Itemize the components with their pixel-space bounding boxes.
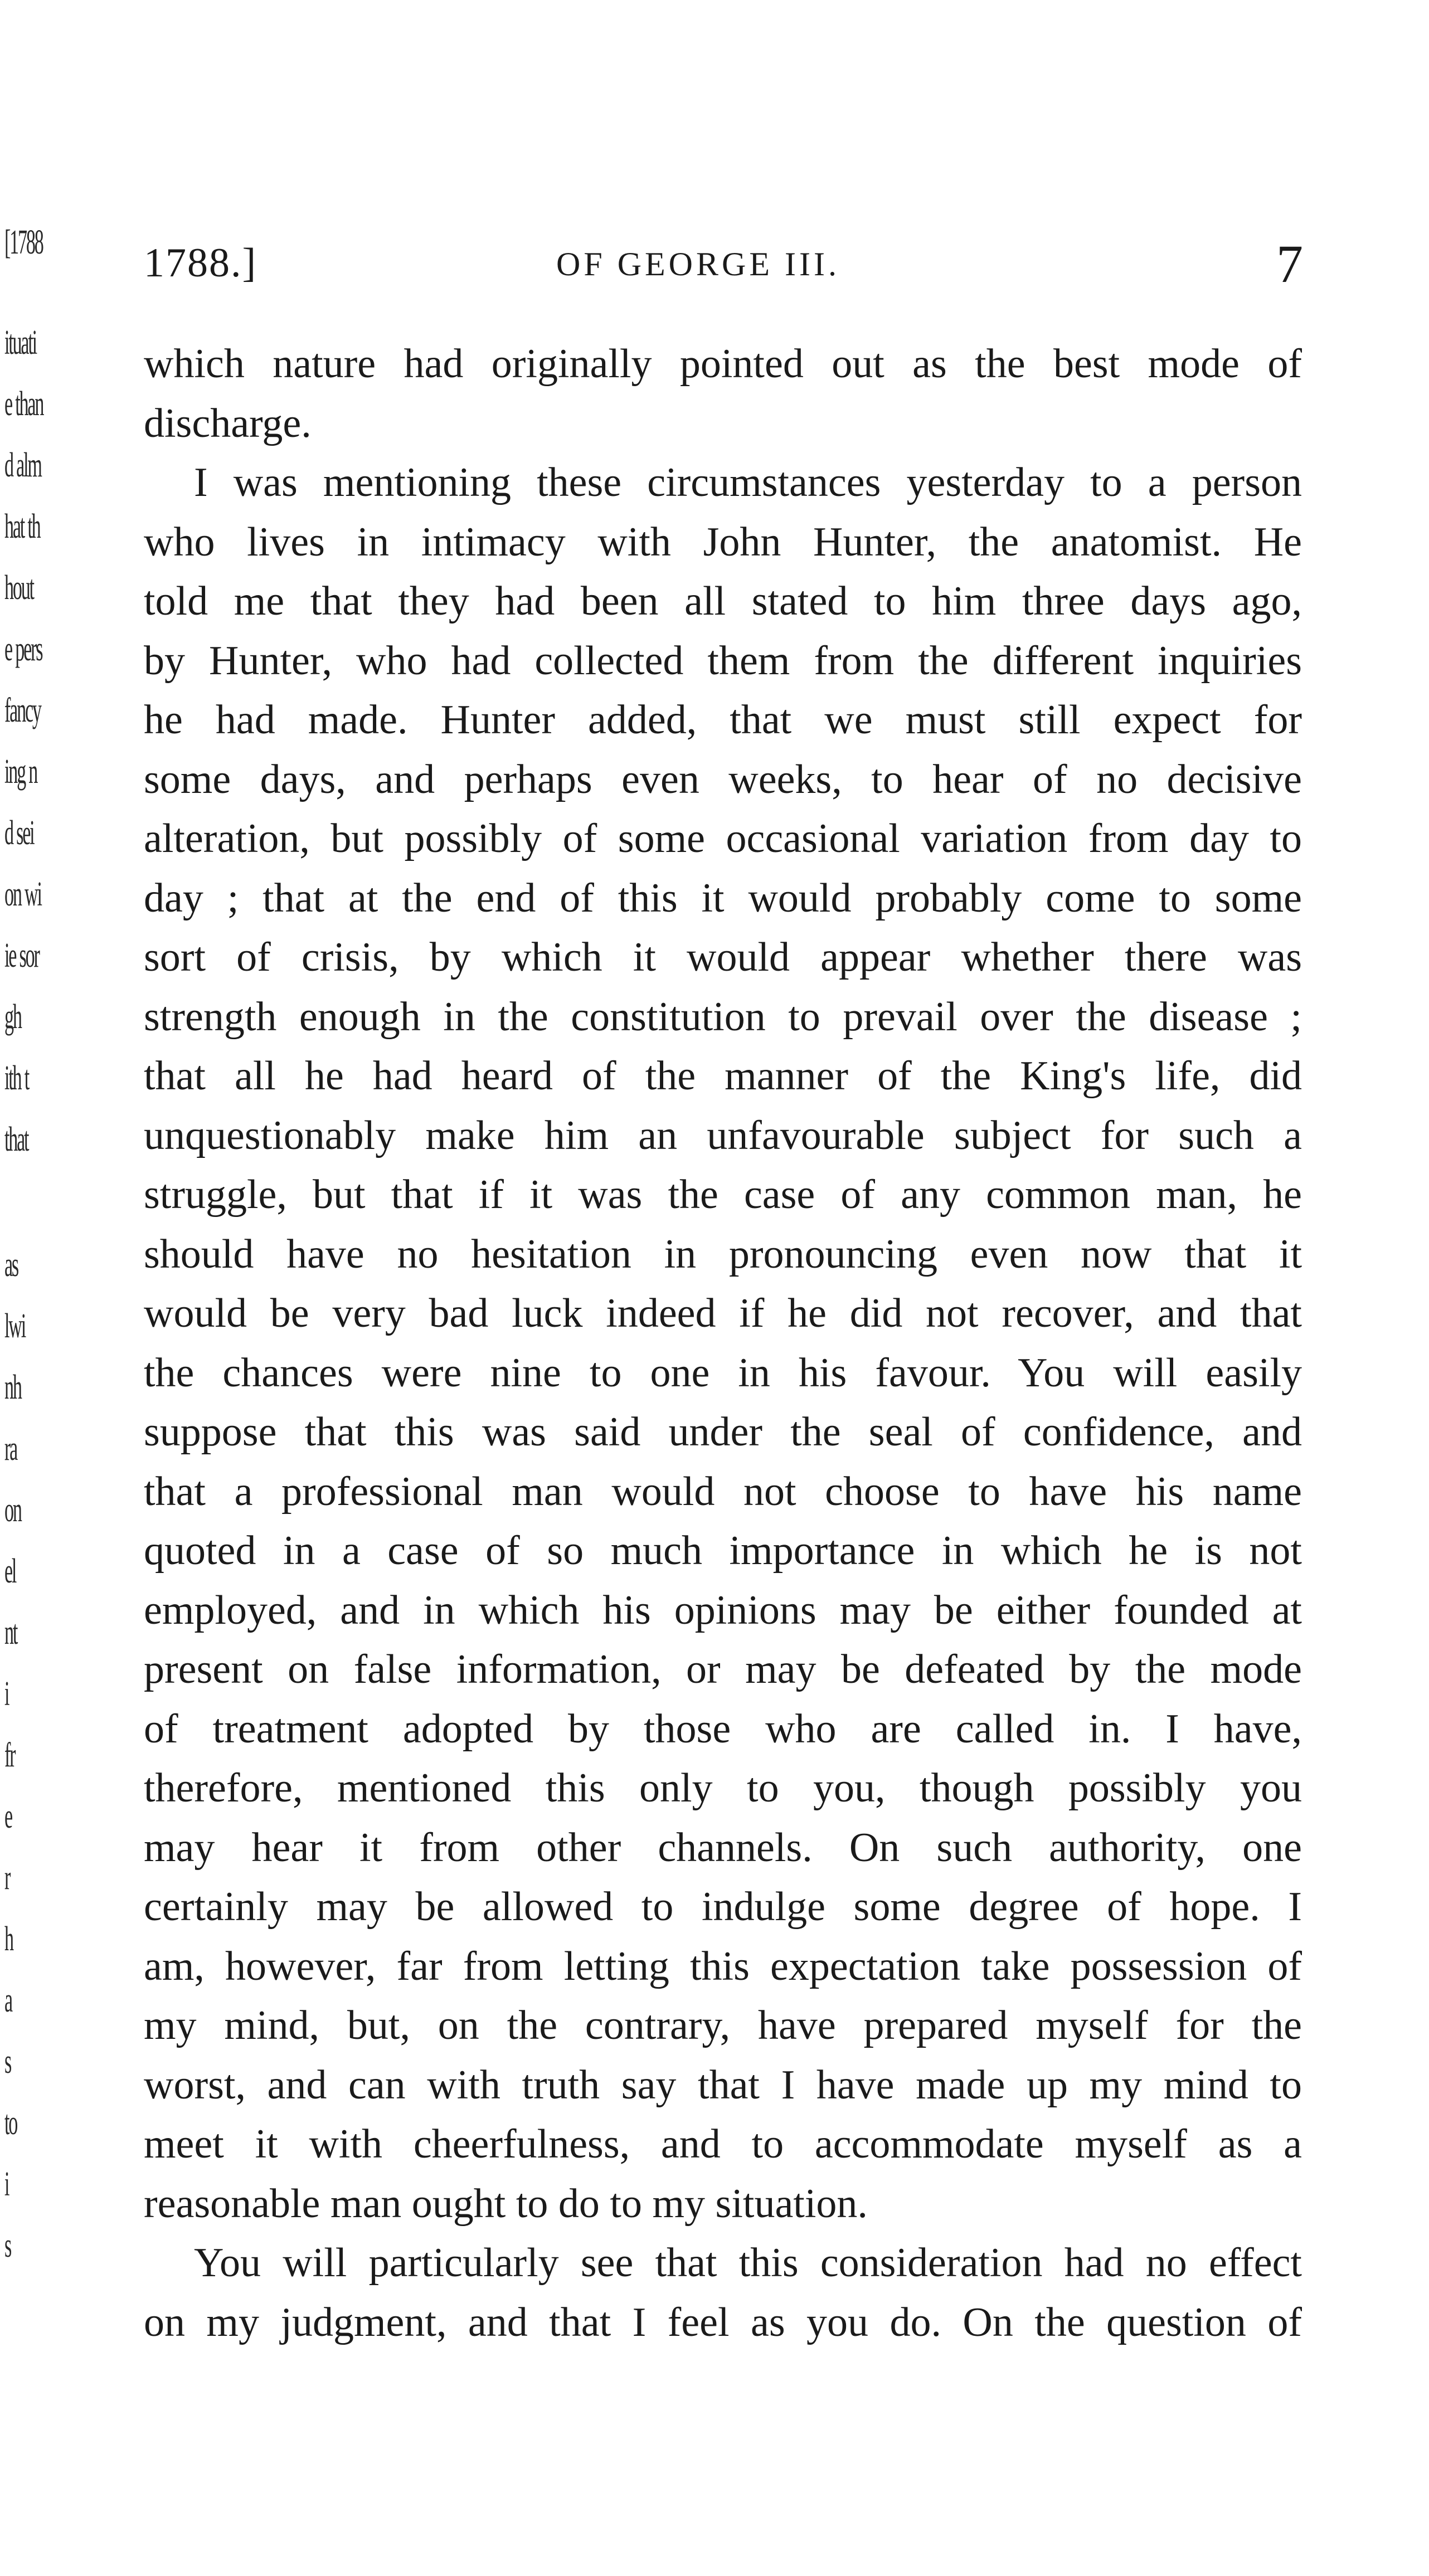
margin-fragment: i (4, 2165, 9, 2203)
text-line: who lives in intimacy with John Hunter, the anatomist. He (144, 519, 1302, 565)
margin-fragment: s (4, 2043, 11, 2081)
margin-fragment: on wi (4, 875, 41, 913)
margin-fragment: hout (4, 569, 33, 607)
margin-fragment: gh (4, 998, 21, 1036)
text-line: struggle, but that if it was the case of any common man, he (144, 1172, 1302, 1218)
margin-fragment: s (4, 2227, 11, 2265)
margin-fragment: d alm (4, 446, 41, 484)
page-number: 7 (1276, 234, 1303, 294)
margin-fragment: e pers (4, 630, 42, 668)
margin-fragment: to (4, 2104, 17, 2142)
text-line: told me that they had been all stated to him three days ago, (144, 578, 1302, 624)
text-line: some days, and perhaps even weeks, to hear of no decisive (144, 756, 1302, 802)
text-line: suppose that this was said under the seal of confidence, and (144, 1409, 1302, 1455)
text-line: reasonable man ought to do to my situation. (144, 2180, 868, 2227)
margin-fragment: ie sor (4, 937, 39, 975)
text-line: worst, and can with truth say that I have made up my mind to (144, 2062, 1302, 2108)
margin-fragment: nt (4, 1614, 17, 1652)
margin-fragment: hat th (4, 508, 40, 546)
margin-fragment: as (4, 1246, 18, 1284)
margin-fragment: lwi (4, 1307, 25, 1345)
text-line: that all he had heard of the manner of the King's life, did (144, 1053, 1302, 1099)
margin-fragment: ing n (4, 753, 37, 791)
text-line: therefore, mentioned this only to you, though possibly you (144, 1765, 1302, 1811)
margin-fragment: h (4, 1920, 13, 1958)
paragraph-first-line: You will particularly see that this consideration had no effect (194, 2240, 1302, 2286)
text-line: certainly may be allowed to indulge some degree of hope. I (144, 1884, 1302, 1930)
margin-fragment: fr (4, 1736, 15, 1774)
text-line: which nature had originally pointed out as the best mode of (144, 341, 1302, 387)
text-line: employed, and in which his opinions may be either founded at (144, 1587, 1302, 1633)
text-line: am, however, far from letting this expectation take possession of (144, 1943, 1302, 1989)
running-head-title: OF GEORGE III. (556, 246, 840, 283)
body-text (144, 334, 1302, 2352)
text-line: alteration, but possibly of some occasional variation from day to (144, 816, 1302, 861)
running-head (144, 233, 1303, 294)
facing-page-bleed (0, 0, 67, 2576)
text-line: quoted in a case of so much importance in which he is not (144, 1528, 1302, 1574)
text-line: the chances were nine to one in his favour. You will easily (144, 1350, 1302, 1396)
text-line: sort of crisis, by which it would appear whether there was (144, 934, 1302, 980)
margin-fragment: fancy (4, 692, 41, 729)
margin-fragment: a (4, 1981, 12, 2019)
text-line: that a professional man would not choose to have his name (144, 1468, 1302, 1515)
margin-fragment: on (4, 1491, 21, 1529)
margin-fragment: nh (4, 1369, 21, 1406)
margin-fragment: ra (4, 1430, 17, 1468)
text-line: unquestionably make him an unfavourable subject for such a (144, 1112, 1302, 1158)
margin-fragment: i (4, 1675, 9, 1713)
paragraph-first-line: I was mentioning these circumstances yesterday to a person (194, 460, 1302, 505)
margin-fragment: e (4, 1798, 12, 1835)
running-head-year: 1788.] (144, 240, 257, 286)
text-line: may hear it from other channels. On such authority, one (144, 1824, 1302, 1871)
margin-fragment: [1788 (4, 223, 43, 261)
text-line: meet it with cheerfulness, and to accommodate myself as a (144, 2121, 1302, 2167)
text-line: on my judgment, and that I feel as you do. On the question of (144, 2299, 1302, 2345)
margin-fragment: ituati (4, 324, 36, 362)
margin-fragment: that (4, 1121, 28, 1158)
text-line: day ; that at the end of this it would probably come to some (144, 875, 1302, 921)
text-line: my mind, but, on the contrary, have prepared myself for the (144, 2003, 1302, 2048)
margin-fragment: r (4, 1859, 10, 1897)
margin-fragment: el (4, 1552, 16, 1590)
margin-fragment: e than (4, 385, 43, 423)
text-line: present on false information, or may be defeated by the mode (144, 1647, 1302, 1692)
text-line: by Hunter, who had collected them from the different inquiries (144, 637, 1302, 684)
text-line: discharge. (144, 400, 312, 446)
margin-fragment: d sei (4, 814, 34, 852)
margin-fragment: ith t (4, 1059, 29, 1097)
text-line: should have no hesitation in pronouncing even now that it (144, 1231, 1302, 1277)
text-line: strength enough in the constitution to prevail over the disease ; (144, 994, 1302, 1040)
text-line: he had made. Hunter added, that we must still expect for (144, 697, 1302, 743)
text-line: would be very bad luck indeed if he did not recover, and that (144, 1291, 1302, 1336)
text-line: of treatment adopted by those who are called in. I have, (144, 1706, 1302, 1752)
